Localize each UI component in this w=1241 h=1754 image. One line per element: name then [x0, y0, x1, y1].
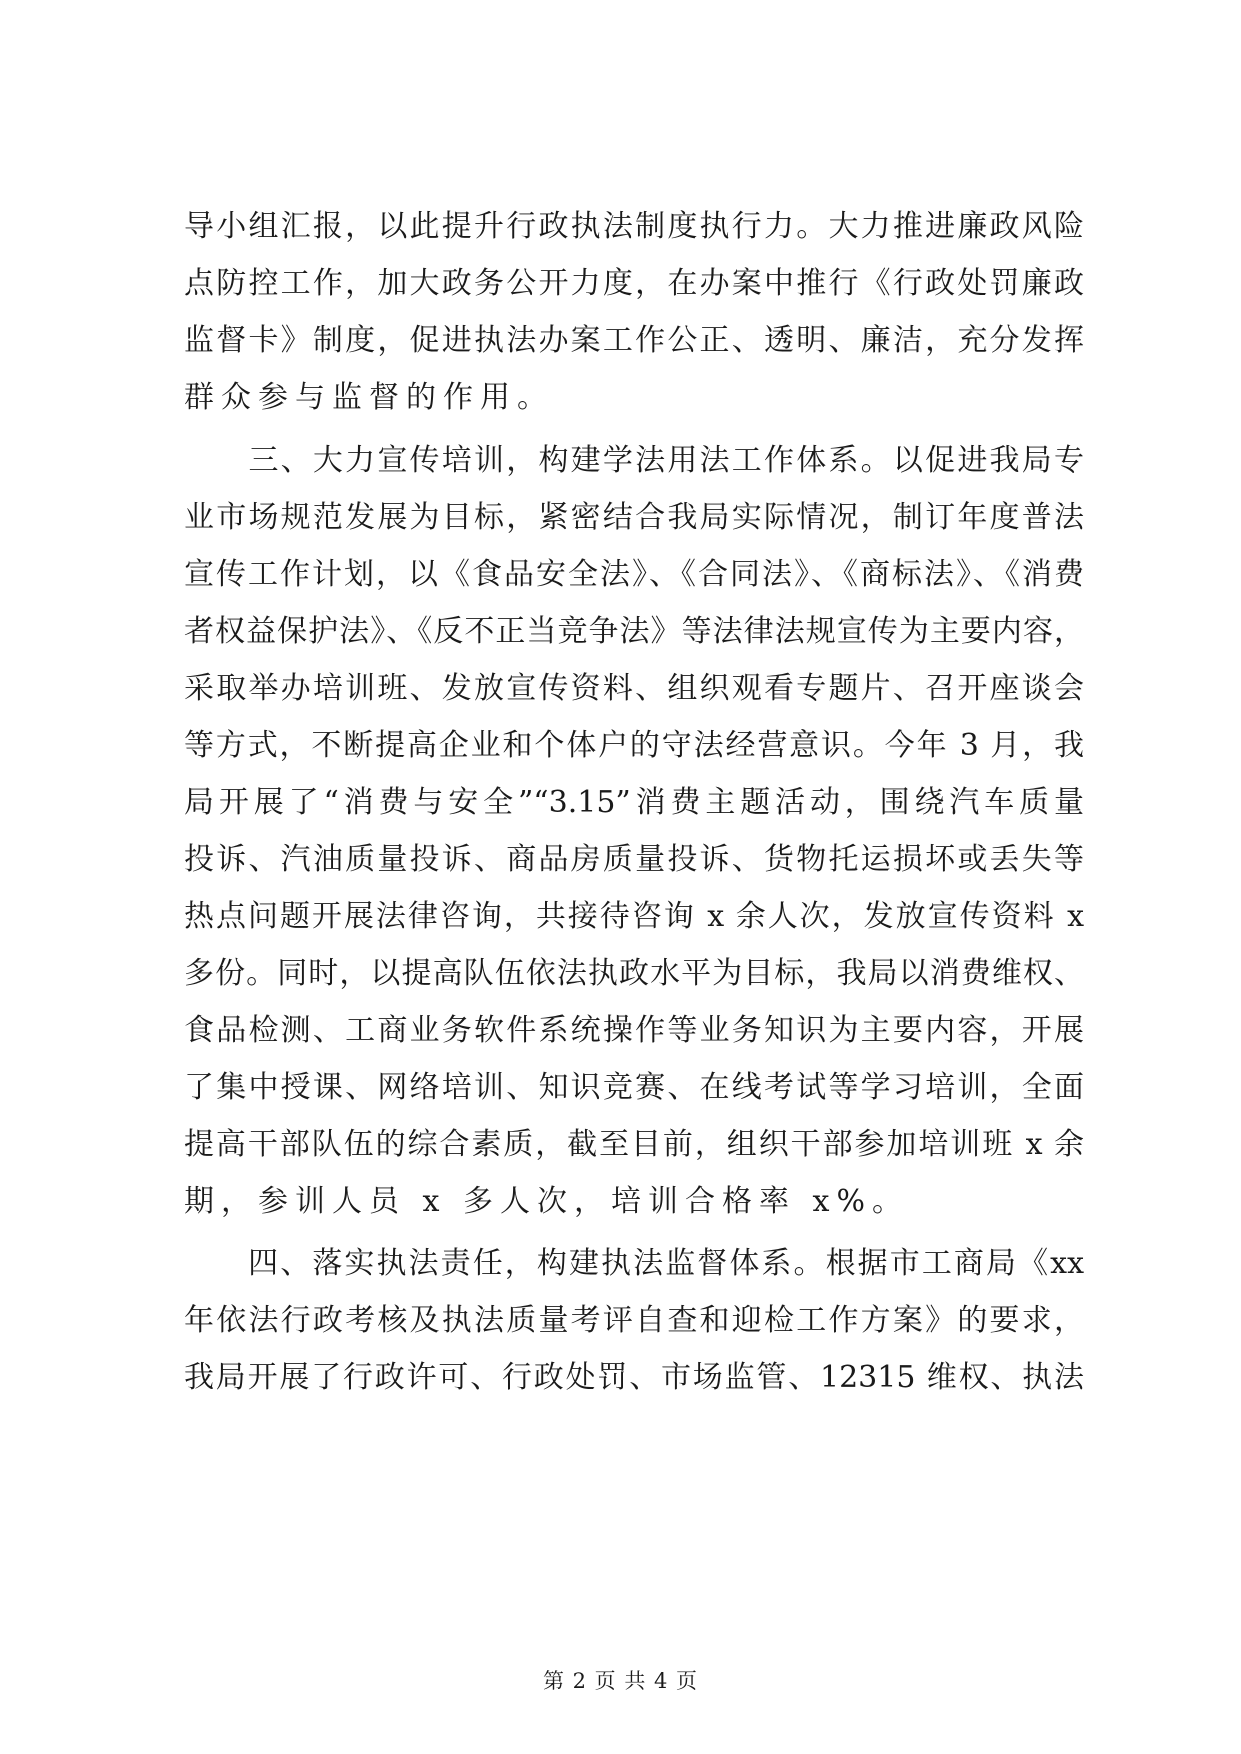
body-text-line: 提高干部队伍的综合素质，截至目前，组织干部参加培训班 x 余: [184, 1127, 1084, 1162]
body-text-line: 点防控工作，加大政务公开力度，在办案中推行《行政处罚廉政: [184, 266, 1084, 301]
body-text-line: 导小组汇报，以此提升行政执法制度执行力。大力推进廉政风险: [184, 209, 1084, 244]
body-text-line: 宣传工作计划，以《食品安全法》、《合同法》、《商标法》、《消费: [184, 557, 1084, 592]
body-text-line: 群众参与监督的作用。: [184, 380, 554, 415]
body-text-line: 我局开展了行政许可、行政处罚、市场监管、12315 维权、执法: [184, 1360, 1084, 1395]
body-text-line: 了集中授课、网络培训、知识竞赛、在线考试等学习培训，全面: [184, 1070, 1084, 1105]
body-text-line: 食品检测、工商业务软件系统操作等业务知识为主要内容，开展: [184, 1013, 1084, 1048]
body-text-line: 四、落实执法责任，构建执法监督体系。根据市工商局《xx: [184, 1246, 1084, 1281]
body-text-line: 三、大力宣传培训，构建学法用法工作体系。以促进我局专: [184, 443, 1084, 478]
body-text-line: 监督卡》制度，促进执法办案工作公正、透明、廉洁，充分发挥: [184, 323, 1084, 358]
body-text-line: 者权益保护法》、《反不正当竞争法》等法律法规宣传为主要内容，: [184, 614, 1084, 649]
body-text-line: 期，参训人员 x 多人次，培训合格率 x%。: [184, 1184, 909, 1219]
body-text-line: 年依法行政考核及执法质量考评自查和迎检工作方案》的要求，: [184, 1303, 1084, 1338]
body-text-line: 采取举办培训班、发放宣传资料、组织观看专题片、召开座谈会: [184, 671, 1084, 706]
body-text-line: 业市场规范发展为目标，紧密结合我局实际情况，制订年度普法: [184, 500, 1084, 535]
body-text-line: 局开展了“消费与安全”“3.15”消费主题活动，围绕汽车质量: [184, 785, 1084, 820]
body-text-line: 热点问题开展法律咨询，共接待咨询 x 余人次，发放宣传资料 x: [184, 899, 1084, 934]
body-text-line: 多份。同时，以提高队伍依法执政水平为目标，我局以消费维权、: [184, 956, 1084, 991]
body-text-line: 投诉、汽油质量投诉、商品房质量投诉、货物托运损坏或丢失等: [184, 842, 1084, 877]
page-footer: 第 2 页 共 4 页: [542, 1669, 699, 1693]
body-text-line: 等方式，不断提高企业和个体户的守法经营意识。今年 3 月，我: [184, 728, 1084, 763]
